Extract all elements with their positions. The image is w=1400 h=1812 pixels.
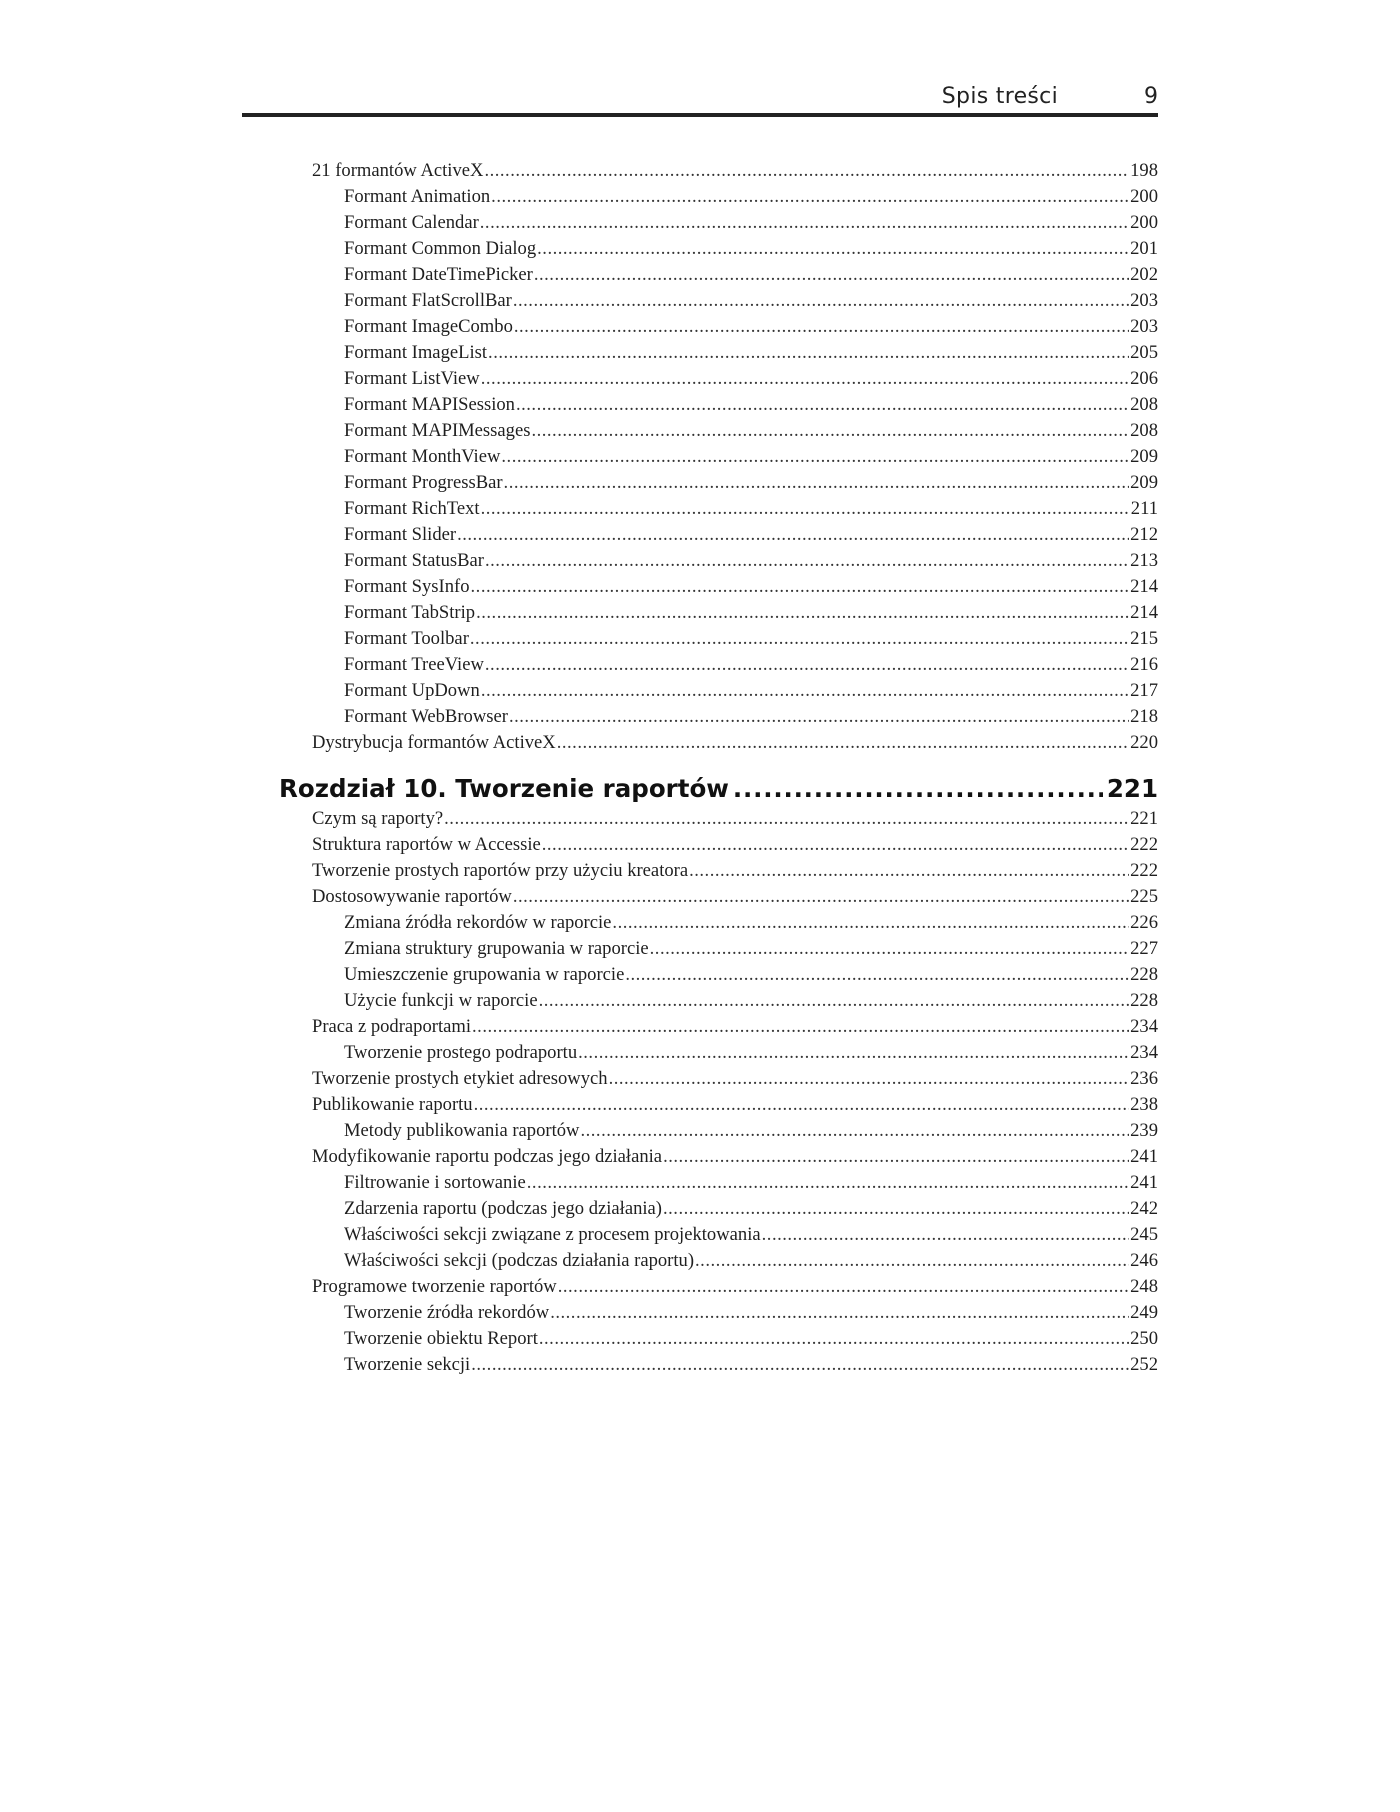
toc-entry[interactable] [344, 314, 1158, 340]
toc-entry[interactable] [312, 832, 1158, 858]
toc-entry-page: 222 [1130, 834, 1158, 855]
toc-entry-page: 209 [1130, 472, 1158, 493]
toc-entry-page: 236 [1130, 1068, 1158, 1089]
toc-entry-page: 198 [1130, 160, 1158, 181]
dot-leader [695, 1248, 1129, 1274]
toc-entry[interactable] [344, 910, 1158, 936]
toc-entry[interactable] [312, 1144, 1158, 1170]
toc-entry-page: 212 [1130, 524, 1158, 545]
toc-entry-page: 201 [1130, 238, 1158, 259]
header-rule [242, 113, 1158, 117]
toc-entry[interactable] [344, 262, 1158, 288]
toc-entry-page: 208 [1130, 394, 1158, 415]
toc-entry-page: 215 [1130, 628, 1158, 649]
toc-entry[interactable] [344, 574, 1158, 600]
toc-entry-title: Zmiana struktury grupowania w raporcie [344, 938, 649, 959]
toc-entry[interactable] [344, 678, 1158, 704]
dot-leader [534, 262, 1129, 288]
toc-entry[interactable] [312, 1274, 1158, 1300]
toc-entry-title: Formant FlatScrollBar [344, 290, 512, 311]
toc-entry[interactable] [312, 858, 1158, 884]
toc-entry-title: Formant StatusBar [344, 550, 484, 571]
dot-leader [457, 522, 1129, 548]
toc-entry-page: 205 [1130, 342, 1158, 363]
toc-entry-title: Formant TreeView [344, 654, 484, 675]
toc-entry-page: 202 [1130, 264, 1158, 285]
dot-leader [491, 184, 1129, 210]
toc-entry-page: 220 [1130, 732, 1158, 753]
toc-entry[interactable] [312, 806, 1158, 832]
toc-entry-title: Metody publikowania raportów [344, 1120, 580, 1141]
toc-entry-title: Formant DateTimePicker [344, 264, 533, 285]
toc-entry-title: Formant Slider [344, 524, 457, 545]
toc-entry[interactable] [344, 210, 1158, 236]
toc-entry[interactable] [312, 1092, 1158, 1118]
toc-entry-page: 246 [1130, 1250, 1158, 1271]
toc-entry-title: Tworzenie prostych raportów przy użyciu kreatora [312, 860, 689, 881]
dot-leader [557, 730, 1129, 756]
toc-entry-page: 200 [1130, 186, 1158, 207]
toc-entry[interactable] [344, 418, 1158, 444]
dot-leader [481, 496, 1130, 522]
dot-leader [542, 832, 1129, 858]
dot-leader [470, 626, 1129, 652]
toc-entry[interactable] [344, 1118, 1158, 1144]
dot-leader [481, 366, 1129, 392]
toc-entry-page: 234 [1130, 1016, 1158, 1037]
toc-entry[interactable] [344, 548, 1158, 574]
running-title: Spis treści [941, 84, 1058, 109]
toc-entry-title: Modyfikowanie raportu podczas jego działania [312, 1146, 663, 1167]
dot-leader [485, 652, 1129, 678]
toc-entry-page: 241 [1130, 1172, 1158, 1193]
toc-entry-title: Dystrybucja formantów ActiveX [312, 732, 556, 753]
dot-leader [539, 1326, 1129, 1352]
page-number: 9 [1144, 84, 1158, 109]
toc-entry[interactable] [344, 1040, 1158, 1066]
dot-leader [474, 1092, 1130, 1118]
toc-entry-page: 218 [1130, 706, 1158, 727]
toc-entry-page: 214 [1130, 602, 1158, 623]
toc-entry-title: Formant SysInfo [344, 576, 470, 597]
toc-entry-title: Tworzenie prostego podraportu [344, 1042, 578, 1063]
dot-leader [527, 1170, 1129, 1196]
toc-entry-page: 222 [1130, 860, 1158, 881]
toc-entry[interactable] [344, 600, 1158, 626]
toc-entry-page: 206 [1130, 368, 1158, 389]
toc-entry-title: Czym są raporty? [312, 808, 444, 829]
toc-entry-title: Właściwości sekcji (podczas działania raportu) [344, 1250, 695, 1271]
toc-entry[interactable] [312, 730, 1158, 756]
toc-entry-page: 227 [1130, 938, 1158, 959]
dot-leader [480, 210, 1129, 236]
toc-entry-title: Formant Toolbar [344, 628, 469, 649]
toc-entry-title: Zmiana źródła rekordów w raporcie [344, 912, 612, 933]
dot-leader [689, 858, 1129, 884]
toc-entry-title: Formant MAPIMessages [344, 420, 531, 441]
dot-leader [484, 158, 1129, 184]
toc-entry-title: Formant WebBrowser [344, 706, 508, 727]
chapter-page: 221 [1106, 774, 1158, 803]
dot-leader [513, 288, 1129, 314]
toc-entry-title: Formant ImageList [344, 342, 488, 363]
toc-entry[interactable] [344, 340, 1158, 366]
dot-leader [612, 910, 1129, 936]
toc-entry[interactable] [344, 444, 1158, 470]
toc-entry[interactable] [344, 652, 1158, 678]
toc-entry-page: 241 [1130, 1146, 1158, 1167]
toc-entry-page: 216 [1130, 654, 1158, 675]
dot-leader [733, 772, 1103, 806]
dot-leader [485, 548, 1129, 574]
dot-leader [650, 936, 1129, 962]
dot-leader [531, 418, 1129, 444]
toc-entry[interactable] [344, 1352, 1158, 1378]
toc-entry-title: Formant Common Dialog [344, 238, 537, 259]
toc-entry[interactable] [344, 1326, 1158, 1352]
dot-leader [501, 444, 1129, 470]
toc-entry-title: Formant Animation [344, 186, 491, 207]
toc-entry-page: 250 [1130, 1328, 1158, 1349]
toc-entry[interactable] [312, 158, 1158, 184]
toc-entry-title: Praca z podraportami [312, 1016, 472, 1037]
toc-entry[interactable] [344, 522, 1158, 548]
chapter-heading[interactable] [279, 772, 1158, 806]
dot-leader [578, 1040, 1129, 1066]
toc-entry-title: Programowe tworzenie raportów [312, 1276, 557, 1297]
toc-entry-page: 245 [1130, 1224, 1158, 1245]
toc-entry-title: Właściwości sekcji związane z procesem projektowania [344, 1224, 761, 1245]
toc-entry-title: Użycie funkcji w raporcie [344, 990, 538, 1011]
toc-entry-page: 214 [1130, 576, 1158, 597]
dot-leader [516, 392, 1129, 418]
toc-entry[interactable] [344, 1248, 1158, 1274]
dot-leader [625, 962, 1129, 988]
dot-leader [504, 470, 1130, 496]
toc-entry-page: 228 [1130, 964, 1158, 985]
toc-entry-title: Formant Calendar [344, 212, 479, 233]
toc-entry-page: 203 [1130, 316, 1158, 337]
toc-entry-title: Tworzenie prostych etykiet adresowych [312, 1068, 608, 1089]
dot-leader [663, 1144, 1129, 1170]
dot-leader [580, 1118, 1129, 1144]
dot-leader [539, 988, 1130, 1014]
toc-entry-title: Tworzenie obiektu Report [344, 1328, 538, 1349]
dot-leader [472, 1014, 1129, 1040]
toc-entry[interactable] [344, 1170, 1158, 1196]
toc-entry[interactable] [344, 936, 1158, 962]
dot-leader [514, 314, 1129, 340]
toc-entry-page: 242 [1130, 1198, 1158, 1219]
toc-entry-title: Formant MAPISession [344, 394, 515, 415]
running-header [242, 82, 1158, 116]
dot-leader [471, 1352, 1129, 1378]
dot-leader [488, 340, 1129, 366]
toc-entry-page: 248 [1130, 1276, 1158, 1297]
toc-entry-page: 203 [1130, 290, 1158, 311]
toc-entry-page: 225 [1130, 886, 1158, 907]
toc-entry[interactable] [312, 1066, 1158, 1092]
dot-leader [513, 884, 1129, 910]
toc-entry-page: 209 [1130, 446, 1158, 467]
toc-entry[interactable] [344, 184, 1158, 210]
toc-entry-title: Umieszczenie grupowania w raporcie [344, 964, 625, 985]
toc-entry-title: Formant ImageCombo [344, 316, 513, 337]
toc-entry-title: Zdarzenia raportu (podczas jego działania) [344, 1198, 662, 1219]
toc-entry-title: Struktura raportów w Accessie [312, 834, 541, 855]
chapter-title: Rozdział 10. Tworzenie raportów [279, 774, 729, 803]
toc-entry-title: Tworzenie źródła rekordów [344, 1302, 550, 1323]
toc-entry-page: 239 [1130, 1120, 1158, 1141]
toc-entry-page: 249 [1130, 1302, 1158, 1323]
toc-entry-page: 234 [1130, 1042, 1158, 1063]
dot-leader [663, 1196, 1129, 1222]
dot-leader [481, 678, 1129, 704]
toc-entry-title: Formant UpDown [344, 680, 480, 701]
toc-entry-page: 213 [1130, 550, 1158, 571]
toc-entry-title: Dostosowywanie raportów [312, 886, 512, 907]
dot-leader [550, 1300, 1129, 1326]
toc-entry-title: Tworzenie sekcji [344, 1354, 471, 1375]
toc-entry-page: 226 [1130, 912, 1158, 933]
toc-entry[interactable] [344, 988, 1158, 1014]
toc-entry-title: Formant ListView [344, 368, 480, 389]
toc-entry[interactable] [344, 496, 1158, 522]
toc-entry-page: 208 [1130, 420, 1158, 441]
toc-entry-title: Formant RichText [344, 498, 480, 519]
dot-leader [509, 704, 1129, 730]
toc-entry[interactable] [344, 1222, 1158, 1248]
toc-entry[interactable] [344, 1196, 1158, 1222]
toc-entry-title: 21 formantów ActiveX [312, 160, 484, 181]
toc-entry-page: 217 [1130, 680, 1158, 701]
toc-entry[interactable] [344, 366, 1158, 392]
dot-leader [471, 574, 1130, 600]
toc-entry-page: 211 [1130, 498, 1158, 519]
toc-entry-page: 200 [1130, 212, 1158, 233]
toc-entry[interactable] [312, 884, 1158, 910]
toc-entry-title: Publikowanie raportu [312, 1094, 473, 1115]
dot-leader [609, 1066, 1130, 1092]
toc-entry-title: Formant ProgressBar [344, 472, 503, 493]
toc-entry[interactable] [344, 626, 1158, 652]
toc-entry-title: Filtrowanie i sortowanie [344, 1172, 526, 1193]
toc-entry-page: 252 [1130, 1354, 1158, 1375]
dot-leader [762, 1222, 1129, 1248]
toc-entry[interactable] [312, 1014, 1158, 1040]
toc-entry-page: 228 [1130, 990, 1158, 1011]
toc-entry[interactable] [344, 470, 1158, 496]
toc-entry[interactable] [344, 962, 1158, 988]
dot-leader [537, 236, 1129, 262]
dot-leader [444, 806, 1129, 832]
toc-entry-page: 238 [1130, 1094, 1158, 1115]
toc-entry[interactable] [344, 704, 1158, 730]
toc-entry-page: 221 [1130, 808, 1158, 829]
toc-entry[interactable] [344, 392, 1158, 418]
toc-entry[interactable] [344, 1300, 1158, 1326]
toc-entry[interactable] [344, 288, 1158, 314]
toc-entry[interactable] [344, 236, 1158, 262]
dot-leader [476, 600, 1129, 626]
toc-entry-title: Formant MonthView [344, 446, 501, 467]
dot-leader [558, 1274, 1129, 1300]
toc-entry-title: Formant TabStrip [344, 602, 476, 623]
